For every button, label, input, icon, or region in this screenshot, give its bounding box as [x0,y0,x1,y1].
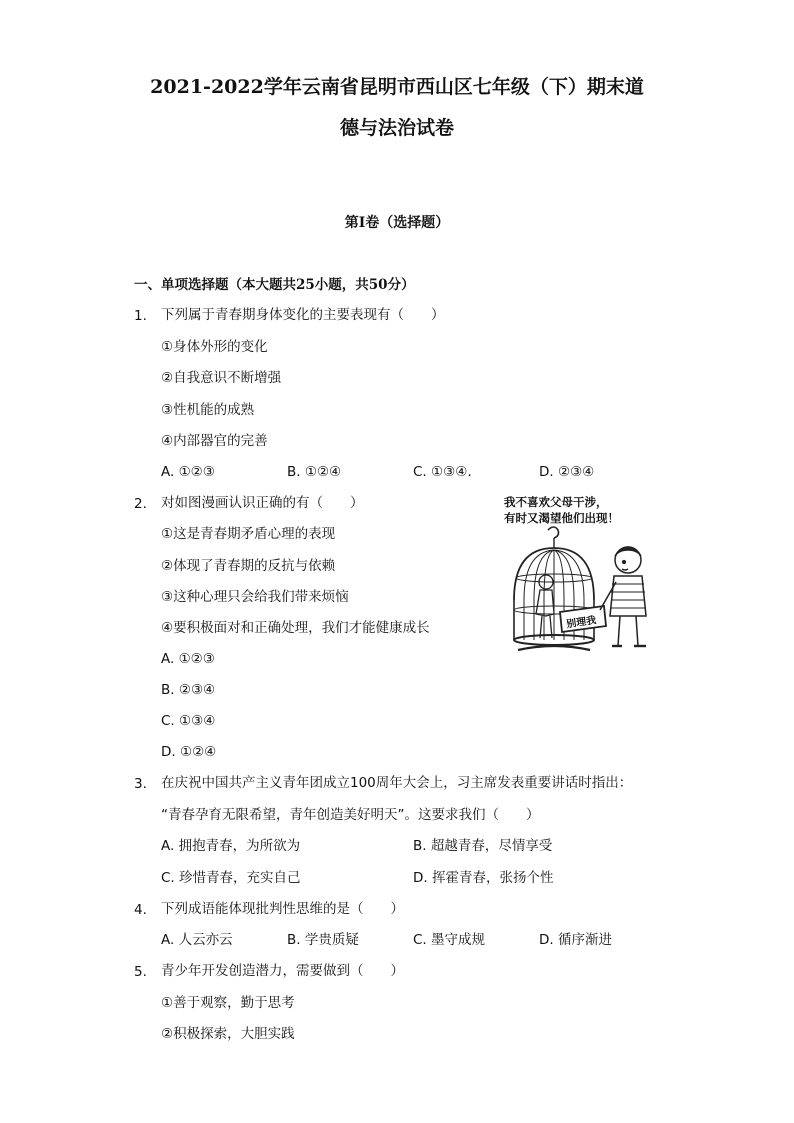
question-4-option-d: D. 循序渐进 [539,932,612,948]
cartoon-image [488,490,666,662]
question-4-option-c: C. 墨守成规 [413,932,486,948]
question-2-item-3: ③这种心理只会给我们带来烦恼 [161,589,349,605]
question-2-item-4: ④要积极面对和正确处理，我们才能健康成长 [161,620,430,636]
sign-text: 别理我 [565,615,597,631]
question-1-option-c: C. ①③④. [413,464,472,480]
question-3-option-b: B. 超越青春，尽情享受 [413,838,553,854]
question-1-option-b: B. ①②④ [287,464,342,480]
question-5-item-2: ②积极探索，大胆实践 [161,1026,295,1042]
question-3-option-d: D. 挥霍青春，张扬个性 [413,870,554,886]
question-2-number: 2. [134,496,147,512]
question-1-item-4: ④内部器官的完善 [161,433,268,449]
question-4-stem: 下列成语能体现批判性思维的是（ ） [161,901,404,917]
question-4-number: 4. [134,902,147,918]
question-1-number: 1. [134,308,147,324]
question-2-option-c: C. ①③④ [161,713,216,729]
cartoon-caption-line1: 我不喜欢父母干涉， [504,495,608,509]
question-4-option-b: B. 学贵质疑 [287,932,359,948]
document-title-line1: 2021-2022学年云南省昆明市西山区七年级（下）期末道 [150,76,644,98]
question-2-stem: 对如图漫画认识正确的有（ ） [161,495,364,511]
question-5-item-1: ①善于观察，勤于思考 [161,995,295,1011]
standing-person-figure [600,547,646,646]
question-2-option-d: D. ①②④ [161,744,217,760]
question-2-item-2: ②体现了青春期的反抗与依赖 [161,558,336,574]
question-3-option-c: C. 珍惜青春，充实自己 [161,870,301,886]
question-3-number: 3. [134,776,147,792]
question-4-option-a: A. 人云亦云 [161,932,233,948]
question-2-item-1: ①这是青春期矛盾心理的表现 [161,526,336,542]
question-1-option-d: D. ②③④ [539,464,595,480]
cartoon-caption-line2: 有时又渴望他们出现！ [504,511,619,525]
document-title-line2: 德与法治试卷 [339,117,454,139]
question-1-item-1: ①身体外形的变化 [161,339,268,355]
question-2-option-b: B. ②③④ [161,682,216,698]
question-3-stem-line1: 在庆祝中国共产主义青年团成立100周年大会上，习主席发表重要讲话时指出： [161,775,633,791]
question-5-stem: 青少年开发创造潜力，需要做到（ ） [161,963,404,979]
question-3-stem-line2: “青春孕育无限希望，青年创造美好明天”。这要求我们（ ） [161,807,540,823]
section-heading: 一、单项选择题（本大题共25小题，共50分） [134,277,415,293]
birdcage-icon [514,527,594,650]
question-1-item-2: ②自我意识不断增强 [161,370,282,386]
question-5-number: 5. [134,964,147,980]
question-1-stem: 下列属于青春期身体变化的主要表现有（ ） [161,307,445,323]
question-1-item-3: ③性机能的成熟 [161,402,255,418]
question-1-option-a: A. ①②③ [161,464,215,480]
question-3-option-a: A. 拥抱青春，为所欲为 [161,838,301,854]
sign-board [560,606,606,632]
volume-heading: 第I卷（选择题） [344,215,450,231]
question-2-option-a: A. ①②③ [161,651,215,667]
